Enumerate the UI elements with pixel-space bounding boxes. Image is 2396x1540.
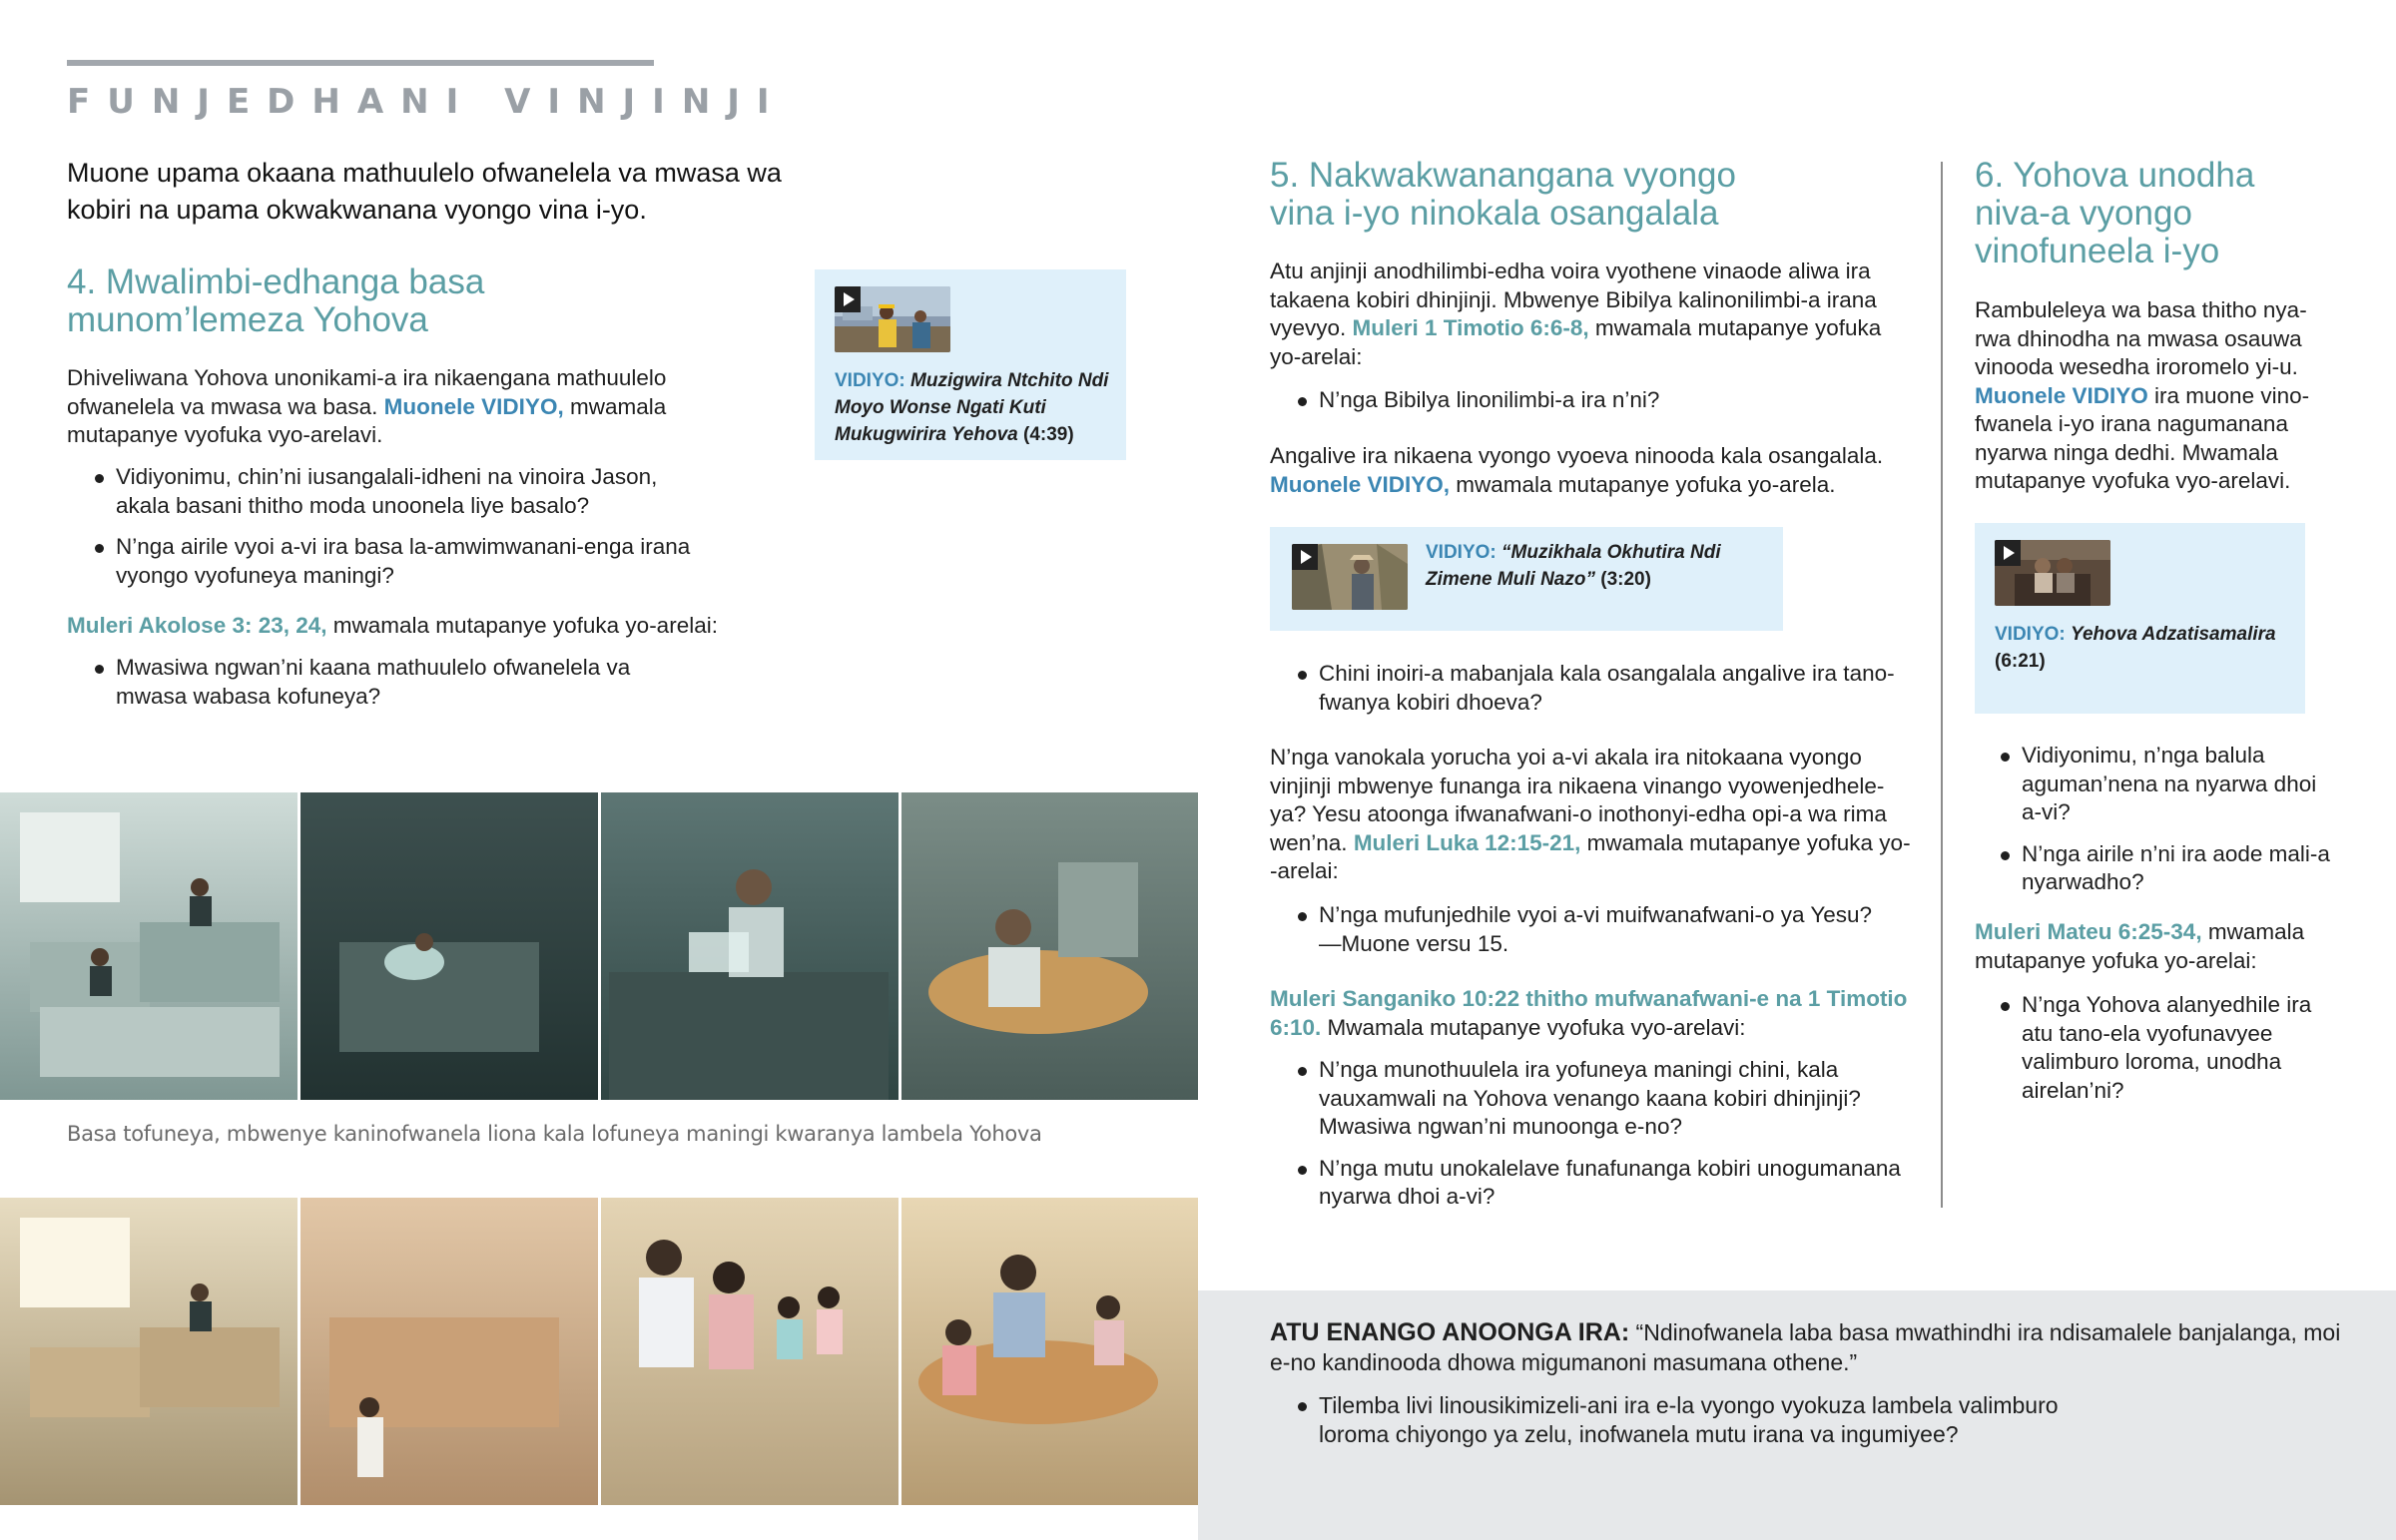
section-5-paragraph-3-end: mwamala mutapanye yofuka yo--arelai: [1270,829,1911,883]
family-illustration-warm [0,1198,1198,1505]
section-4-paragraph-text: Dhiveliwana Yohova unonikami-a ira nikaengana mathuulelo ofwanelela va mwasa wa basa. [67,365,667,419]
section-6-title: 6. Yohova unodha niva-a vyongo vinofuneela i-yo [1975,156,2255,270]
play-icon[interactable] [1995,540,2021,566]
section-4-paragraph-end: mwamala mutapanye vyofuka vyo-arelavi. [67,393,667,447]
section-6-questions-1 [1998,742,2337,910]
list-item: N’nga mutu unokalelave funafunanga kobiri unogumanana nyarwa dhoi a-vi? [1295,1155,1904,1212]
play-icon[interactable] [1292,544,1318,570]
section-6-paragraph-1-end: ira muone vino-fwanela i-yo irana nagumanana nyarwa ninga dedhi. Mwamala mutapanye vyofuka vyo-arelavi. [1975,382,2310,493]
section-5-paragraph-1-end: mwamala mutapanye yofuka yo-arelai: [1270,315,1882,369]
video-duration: (3:20) [1600,569,1651,590]
video-thumbnail[interactable] [1995,540,2110,606]
photo-caption: Basa tofuneya, mbwenye kaninofwanela liona kala lofuneya maningi kwaranya lambela Yohova [67,1122,1042,1146]
list-item: Vidiyonimu, n’nga balula aguman’nena na nyarwa dhoi a-vi? [1998,742,2337,827]
video-label: VIDIYO: [1426,542,1497,563]
video-caption [835,367,1116,448]
list-item: N’nga airile vyoi a-vi ira basa la-amwimwanani-enga irana vyongo vyofuneya maningi? [92,533,711,590]
video-title: Muzigwira Ntchito Ndi Moyo Wonse Ngati Kuti Mukugwirira Yehova [835,370,1109,445]
scripture-link-luke[interactable]: Muleri Luka 12:15-21, [1353,829,1581,855]
video-caption [1995,621,2294,675]
section-5-paragraph-2-end: mwamala mutapanye yofuka yo-arela. [1450,471,1836,497]
section-4-paragraph [67,364,706,450]
scripture-link-colossians[interactable]: Muleri Akolose 3: 23, 24, [67,613,327,638]
section-4-questions-2 [92,654,671,724]
header-rule [67,60,654,66]
list-item: N’nga airile n’ni ira aode mali-a nyarwadho? [1998,840,2337,897]
video-box-s5[interactable] [1270,527,1783,631]
video-box-s4[interactable] [815,269,1126,460]
scripture-link-1-timothy[interactable]: Muleri 1 Timotio 6:6-8, [1352,315,1589,340]
list-item: Tilemba livi linousikimizeli-ani ira e-la vyongo vyokuza lambela valimburo loroma chiyongo ya zelu, inofwanela mutu irana va ingumiyee? [1295,1391,2094,1449]
objection-lead: ATU ENANGO ANOONGA IRA: [1270,1318,1630,1346]
section-5-paragraph-2-text: Angalive ira nikaena vyongo vyoeva ninooda kala osangalala. [1270,443,1884,468]
list-item: N’nga Bibilya linonilimbi-a ira n’ni? [1295,386,1894,415]
section-5-questions-3 [1295,901,1894,971]
scripture-link-proverbs[interactable]: Muleri Sanganiko 10:22 thitho mufwanafwani-e na 1 Timotio 6:10. [1270,986,1908,1040]
list-item: Mwasiwa ngwan’ni kaana mathuulelo ofwanelela va mwasa wabasa kofuneya? [92,654,671,711]
video-title: Yehova Adzatisamalira [2071,624,2276,645]
section-5-paragraph-2 [1270,442,1909,499]
play-icon[interactable] [835,286,861,312]
section-6-paragraph-1-text: Rambuleleya wa basa thitho nya-rwa dhinodha na mwasa osauwa vinooda wesedha iroromelo yi-u. [1975,297,2307,379]
objection-questions [1295,1391,2094,1462]
section-4-title: 4. Mwalimbi-edhanga basa munom’lemeza Yohova [67,262,485,339]
video-title: “Muzikhala Okhutira Ndi Zimene Muli Nazo” [1426,542,1721,590]
list-item: Chini inoiri-a mabanjala kala osangalala angalive ira tano-fwanya kobiri dhoeva? [1295,660,1924,717]
scripture-instruction: mwamala mutapanye yofuka yo-arelai: [326,613,718,638]
office-illustration-dim [0,792,1198,1100]
objection-text: “Ndinofwanela laba basa mwathindhi ira ndisamalele banjalanga, moi e-no kandinooda dhowa migumanoni masumana othene.” [1270,1319,2341,1375]
video-box-s6[interactable] [1975,523,2305,714]
column-divider [1941,162,1943,1208]
objection-quote [1270,1317,2348,1377]
section-6-questions-2 [1998,991,2327,1118]
section-5-title: 5. Nakwakwanangana vyongo vina i-yo ninokala osangalala [1270,156,1736,233]
section-5-questions-2 [1295,660,1924,730]
video-duration: (6:21) [1995,651,2046,672]
video-duration: (4:39) [1023,424,1074,445]
list-item: N’nga mufunjedhile vyoi a-vi muifwanafwani-o ya Yesu? —Muone versu 15. [1295,901,1894,958]
section-5-paragraph-4 [1270,985,1919,1042]
section-5-questions-1 [1295,386,1894,428]
watch-video-link[interactable]: Muonele VIDIYO, [383,393,564,419]
section-5-paragraph-1-text: Atu anjinji anodhilimbi-edha voira vyothene vinaode aliwa ira takaena kobiri dhinjinji. Mbwenye Bibilya kalinonilimbi-a irana vyevyo. [1270,258,1877,340]
video-caption [1426,539,1765,593]
video-thumbnail[interactable] [1292,544,1408,610]
intro-text: Muone upama okaana mathuulelo ofwanelela va mwasa wa kobiri na upama okwakwanana vyongo vina i-yo. [67,158,782,225]
list-item: Vidiyonimu, chin’ni iusangalali-idheni na vinoira Jason, akala basani thitho moda unoonela liye basalo? [92,463,711,520]
video-label: VIDIYO: [1995,624,2066,645]
section-5-questions-4 [1295,1056,1904,1225]
section-5-paragraph-4-end: Mwamala mutapanye vyofuka vyo-arelavi: [1321,1014,1746,1040]
section-5-paragraph-3 [1270,744,1914,886]
watch-video-link[interactable]: Muonele VIDIYO, [1270,471,1451,497]
section-6-scripture-line [1975,918,2334,975]
page-kicker: FUNJEDHANI VINJINJI [67,82,787,122]
video-label: VIDIYO: [835,370,905,391]
section-4-questions [92,463,711,603]
section-5-paragraph-3-text: N’nga vanokala yorucha yoi a-vi akala ira nitokaana vyongo vinjinji mbwenye funanga ira nikaena vinango vyowenjedhele-ya? Yesu atoonga ifwanafwani-o inothonyi-edha opi-a wa rima wen’na. [1270,745,1887,855]
photo-strip-bottom [0,1198,1198,1505]
photo-strip-top [0,792,1198,1100]
scripture-instruction: mwamala mutapanye yofuka yo-arelai: [1975,919,2305,973]
section-5-paragraph-1 [1270,257,1909,371]
section-6-paragraph-1 [1975,296,2334,496]
watch-video-link[interactable]: Muonele VIDIYO [1975,382,2148,408]
list-item: N’nga munothuulela ira yofuneya maningi chini, kala vauxamwali na Yohova venango kaana kobiri dhinjinji? Mwasiwa ngwan’ni munoonga e-no? [1295,1056,1904,1142]
video-thumbnail[interactable] [835,286,950,352]
scripture-link-matthew[interactable]: Muleri Mateu 6:25-34, [1975,919,2202,944]
section-4-scripture-line [67,612,786,641]
list-item: N’nga Yohova alanyedhile ira atu tano-ela vyofunavyee valimburo loroma, unodha airelan’ni? [1998,991,2327,1105]
